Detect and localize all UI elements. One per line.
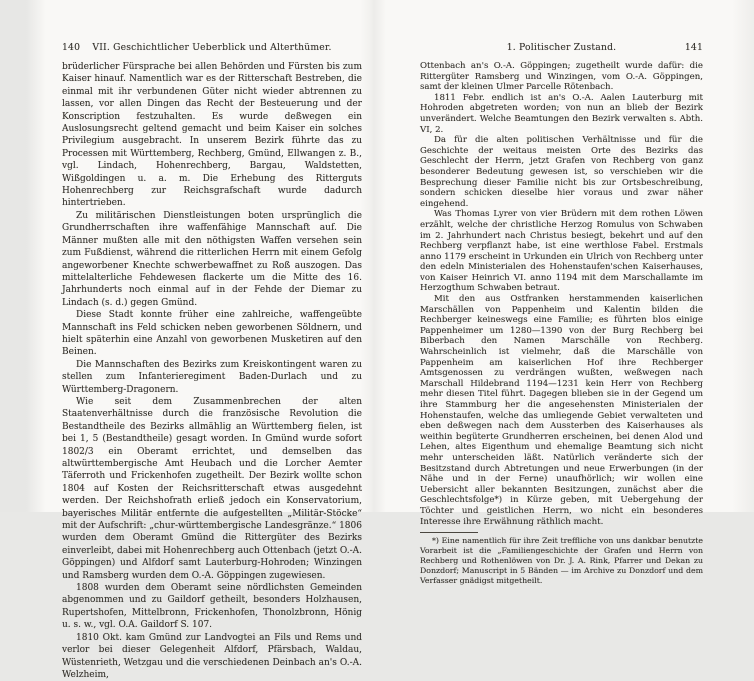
paragraph: 1808 wurden dem Oberamt seine nördlichsten Gemeinden abgenommen und zu Gaildorf getheilt, besonders Holzhausen, Rupertshofen, Mittelbronn, Frickenhofen, Thonolzbronn, Hönig u. s. w., vgl. O.A. Gaildorf S. 107. [62, 583, 362, 631]
paragraph: 1811 Febr. endlich ist an's O.-A. Aalen Lauterburg mit Hohroden abgetreten worden; von nun an blieb der Bezirk unverändert. Welche Beamtungen den Bezirk verwalten s. Abth. VI, 2. [420, 92, 703, 135]
paragraph: Ottenbach an's O.-A. Göppingen; zugetheilt wurde dafür: die Rittergüter Ramsberg und Winzingen, vom O.-A. Göppingen, samt der kleinen Ulmer Parcelle Rötenbach. [420, 61, 703, 93]
footnote-separator [420, 532, 478, 533]
left-page [62, 42, 362, 681]
left-running-header: VII. Geschichtlicher Ueberblick und Alterthümer. [92, 42, 332, 53]
left-page-number: 140 [62, 42, 81, 53]
right-page [420, 42, 703, 586]
footnote: *) Eine namentlich für ihre Zeit treffliche von uns dankbar benutzte Vorarbeit ist die „Familiengeschichte der Grafen und Herrn von Rechberg und Rothenlöwen von Dr. J. A. Rink, Pfarrer und Dekan zu Donzdorf; Manuscript in 5 Bänden — im Archive zu Donzdorf und dem Verfasser gnädigst mitgetheilt. [420, 536, 703, 585]
left-page-header [62, 42, 362, 57]
paragraph: Diese Stadt konnte früher eine zahlreiche, waffengeübte Mannschaft ins Feld schicken neben geworbenen Söldnern, und hielt späterhin eine Anzahl von geworbenen Musketiren auf den Beinen. [62, 310, 362, 358]
paragraph: Zu militärischen Dienstleistungen boten ursprünglich die Grundherrschaften ihre waffenfähige Mannschaft auf. Die Männer mußten alle mit den nöthigsten Waffen versehen sein zum Fußdienst, während die ritterlichen Herrn mit einem Gefolg angeworbener Knechte schwerbewaffnet zu Roß auszogen. Das mittelalterliche Fehdewesen flackerte um die Mitte des 16. Jahrhunderts noch einmal auf in der Fehde der Diemar zu Lindach (s. d.) gegen Gmünd. [62, 210, 362, 308]
paragraph: brüderlicher Fürsprache bei allen Behörden und Fürsten bis zum Kaiser hinauf. Namentlich war es der Ritterschaft Bestreben, die einmal mit ihr verbundenen Güter nicht wieder abtrennen zu lassen, vor allen Dingen das Recht der Besteuerung und der Konscription festzuhalten. Es wurde deßwegen ein Auslosungsrecht geltend gemacht und beim Kaiser ein solches Privilegium ausgebracht. In unserem Bezirk führte das zu Processen mit Württemberg, Rechberg, Gmünd, Ellwangen z. B., vgl. Lindach, Hohenrechberg, Bargau, Waldstetten, Wißgoldingen u. a. m. Die Erhebung des Ritterguts Hohenrechberg zur Reichsgrafschaft wurde dadurch hintertrieben. [62, 62, 362, 209]
paragraph: Wie seit dem Zusammenbrechen der alten Staatenverhältnisse durch die französische Revolution die Bestandtheile des Bezirks allmählig an Württemberg fielen, ist bei 1, 5 (Bestandtheile) gesagt worden. In Gmünd wurde sofort 1802/3 ein Oberamt errichtet, und demselben das altwürttembergische Amt Heubach und die Lorcher Aemter Täferroth und Frickenhofen zugetheilt. Der Bezirk wollte schon 1804 auf Kosten der Reichsritterschaft etwas ausgedehnt werden. Der Reichshofrath erließ jedoch ein Konservatorium, bayerisches Militär entfernte die aufgestellten „Militär-Stöcke“ mit der Aufschrift: „chur-württembergische Landesgränze.“ 1806 wurden dem Oberamt Gmünd die Rittergüter des Bezirks einverleibt, dabei mit Hohenrechberg auch Ottenbach (jetzt O.-A. Göppingen) und Alfdorf samt Lauterburg-Hohroden; Winzingen und Ramsberg wurden dem O.-A. Göppingen zugewiesen. [62, 396, 362, 581]
right-page-body [420, 61, 703, 527]
paragraph: Mit den aus Ostfranken herstammenden kaiserlichen Marschällen von Pappenheim und Kalentin bilden die Rechberger keineswegs eine Familie; es führten blos einige Pappenheimer um 1280—1390 von der Burg Rechberg bei Biberbach den Namen Marschälle von Rechberg. Wahrscheinlich ist vielmehr, daß die Marschälle von Pappenheim am kaiserlichen Hof ihre Rechberger Amtsgenossen zu verdrängen wußten, weßwegen nach Marschall Hildebrand 1194—1231 kein Herr von Rechberg mehr diesen Titel führt. Dagegen blieben sie in der Gegend um ihre Stammburg her die angesehensten Ministerialen der Hohenstaufen, welche das umliegende Gebiet verwalteten und eben deßwegen nach dem Aussterben des Kaiserhauses als weithin begüterte Grundherren erscheinen, bei denen Alod und Lehen, altes Eigenthum und ehemalige Beamtung sich nicht mehr unterscheiden läßt. Natürlich veränderte sich der Besitzstand durch Abtretungen und neue Erwerbungen (in der Nähe und in der Ferne) unaufhörlich; wir wollen eine Uebersicht aller bekannten Besitzungen, zunächst aber die Geschlechtsfolge*) in Kürze geben, mit Uebergehung der Töchter und geistlichen Herrn, wo nicht ein besonderes Interesse ihre Erwähnung räthlich macht. [420, 294, 703, 527]
right-page-header [420, 42, 703, 57]
paragraph: Die Mannschaften des Bezirks zum Kreiskontingent waren zu stellen zum Infanterieregiment Baden-Durlach und zu Württemberg-Dragonern. [62, 359, 362, 395]
paragraph: Was Thomas Lyrer von vier Brüdern mit dem rothen Löwen erzählt, welche der christliche Herzog Romulus von Schwaben im 2. Jahrhundert nach Christus besiegt, bekehrt und auf den Rechberg verpflanzt habe, ist eine werthlose Fabel. Erstmals anno 1179 erscheint in Urkunden ein Ulrich von Rechberg unter den edeln Ministerialen des Hohenstaufen'schen Kaiserhauses, von Kaiser Heinrich VI. anno 1194 mit dem Marschallamte im Herzogthum Schwaben betraut. [420, 209, 703, 294]
paragraph: 1810 Okt. kam Gmünd zur Landvogtei an Fils und Rems und verlor bei dieser Gelegenheit Alfdorf, Pfärsbach, Waldau, Wüstenrieth, Wetzgau und die verschiedenen Deinbach an's O.-A. Welzheim, [62, 632, 362, 680]
right-page-number: 141 [684, 42, 703, 53]
paragraph: Da für die alten politischen Verhältnisse und für die Geschichte der weitaus meisten Orte des Bezirks das Geschlecht der Herrn, jetzt Grafen von Rechberg von ganz besonderer Bedeutung gewesen ist, so verschieben wir die Besprechung dieser Familie nicht bis zur Ortsbeschreibung, sondern schicken dieselbe hier voraus und zwar näher eingehend. [420, 135, 703, 209]
left-page-body [62, 61, 362, 681]
right-running-header: 1. Politischer Zustand. [506, 42, 617, 53]
